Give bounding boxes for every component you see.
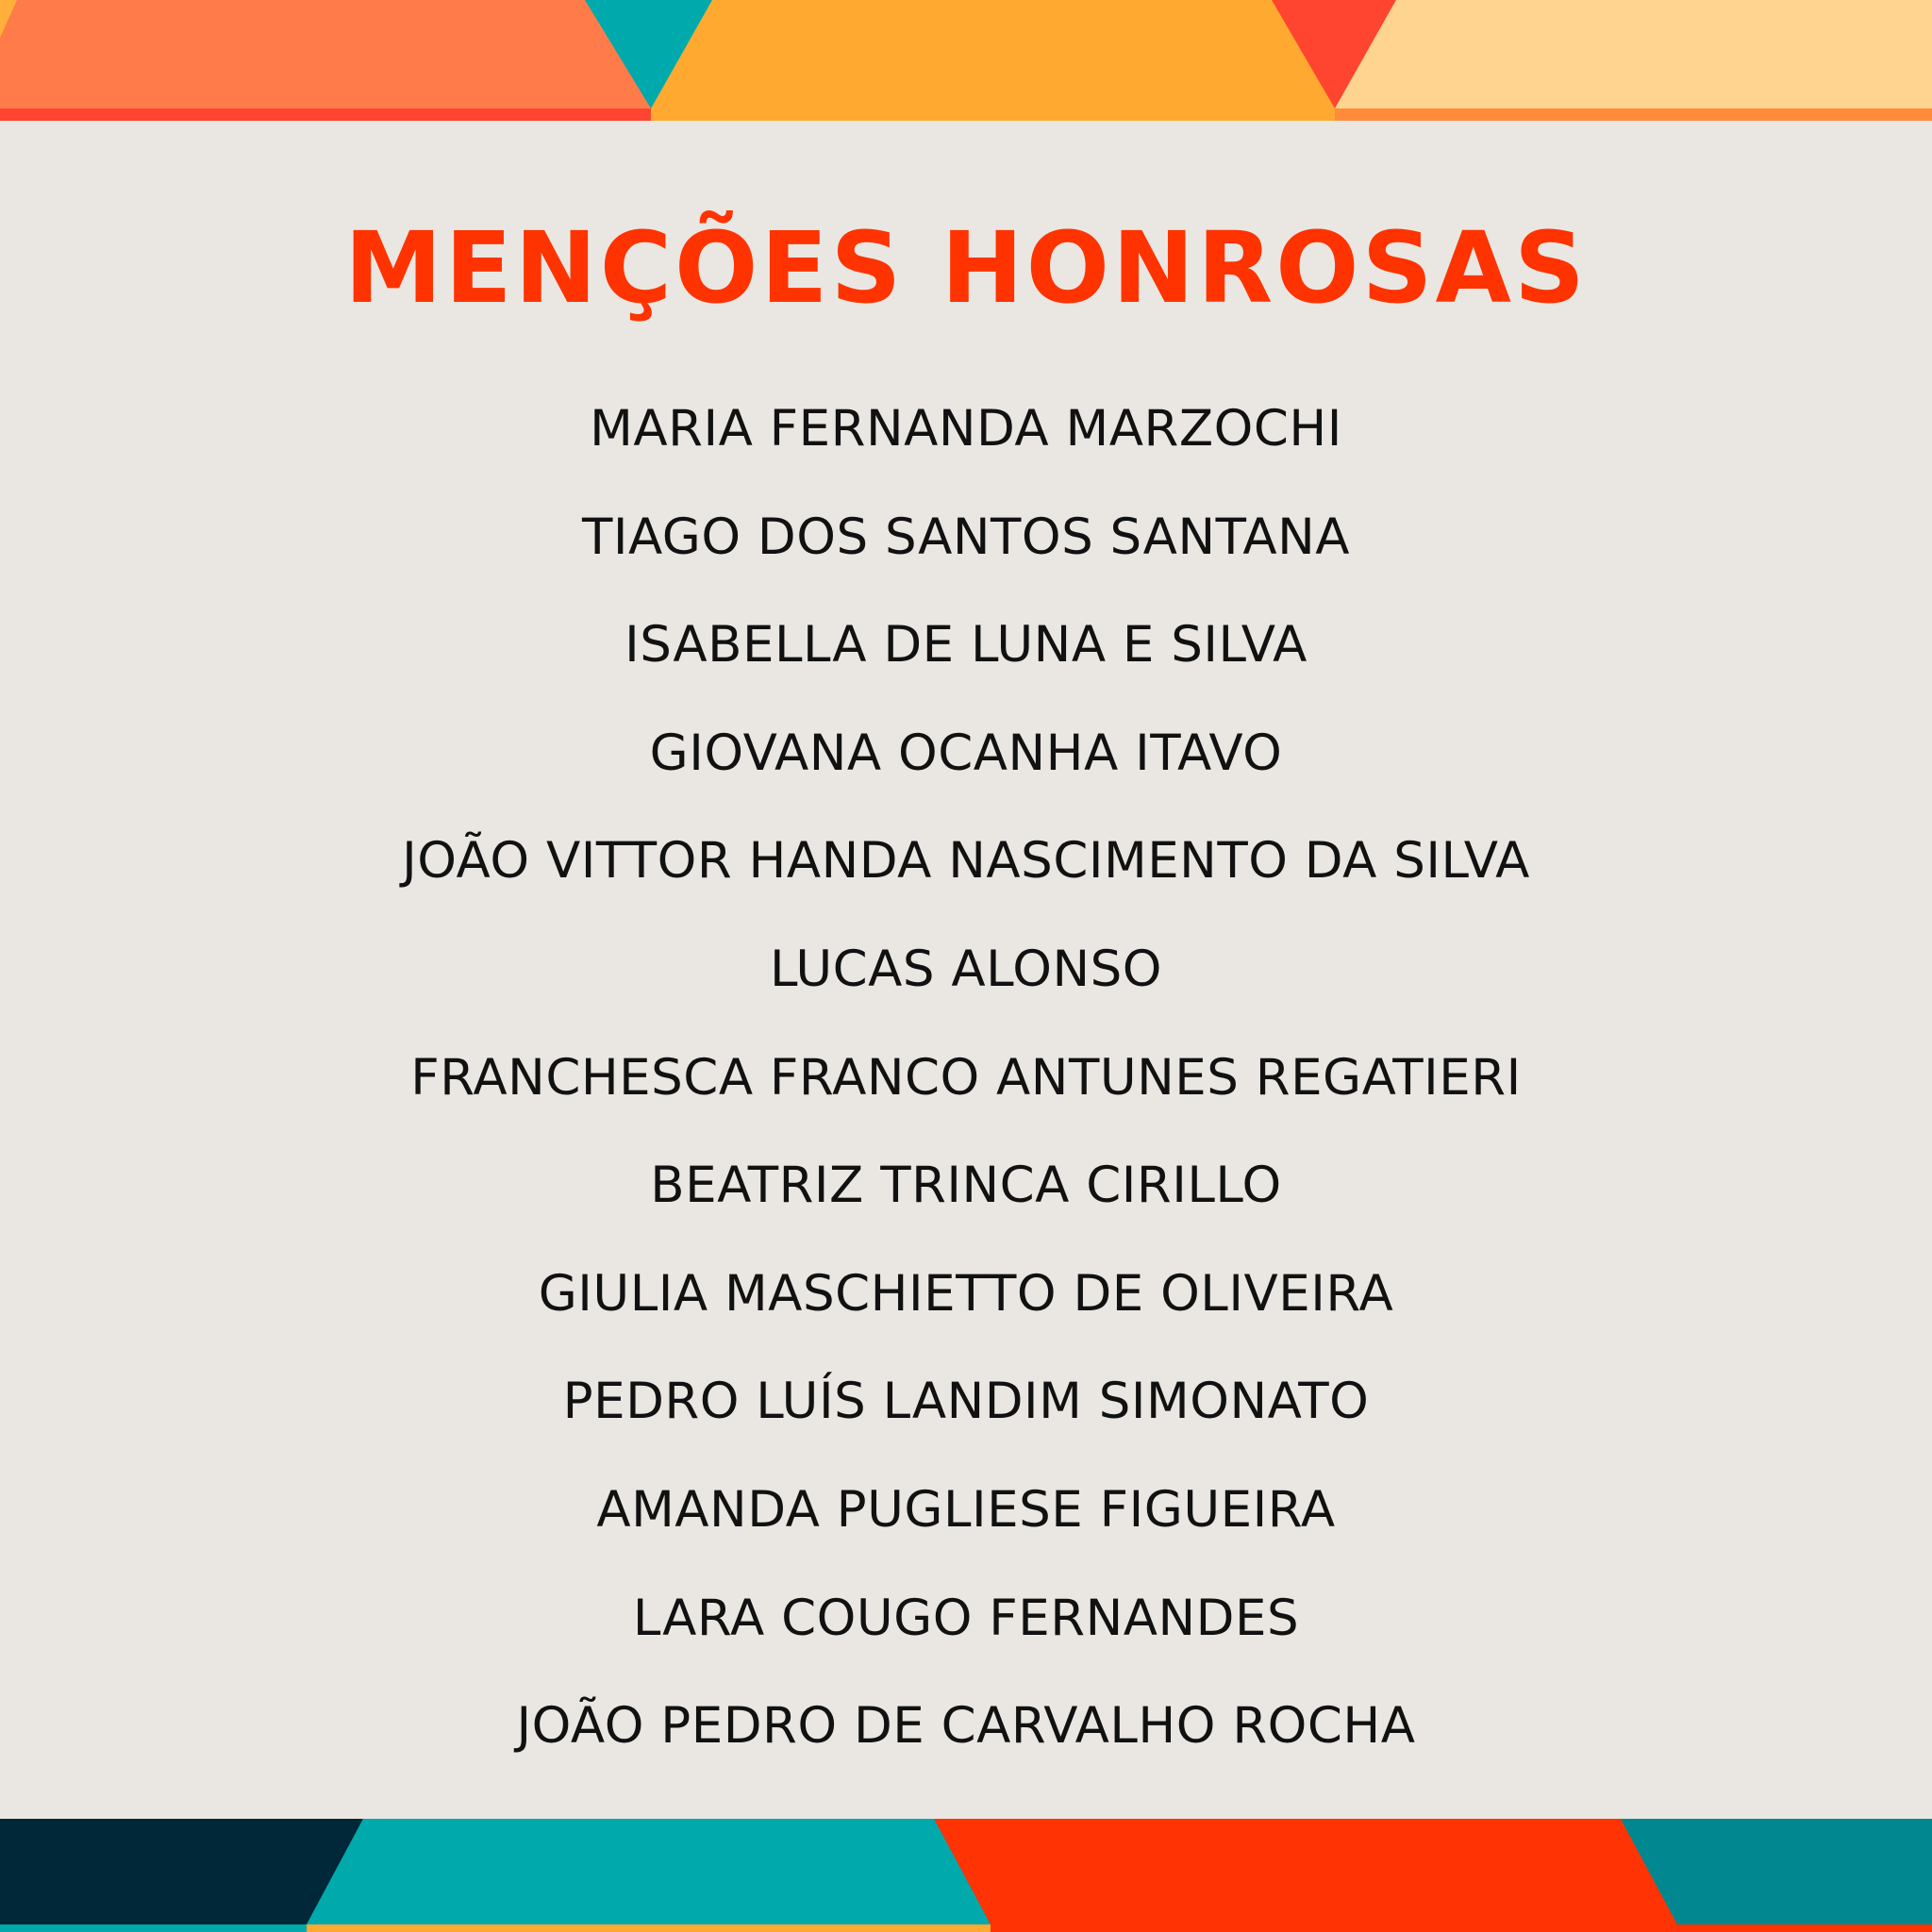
- honoree-name: FRANCHESCA FRANCO ANTUNES REGATIERI: [410, 1048, 1522, 1107]
- bottom-stripe-mid: [307, 1924, 991, 1932]
- honoree-name: TIAGO DOS SANTOS SANTANA: [581, 508, 1351, 566]
- top-decorative-band: [0, 0, 1932, 121]
- top-triangle-pattern: [0, 0, 1932, 121]
- honoree-name: JOÃO VITTOR HANDA NASCIMENTO DA SILVA: [402, 832, 1530, 891]
- bottom-triangle-pattern: [0, 1819, 1932, 1932]
- honoree-name: ISABELLA DE LUNA E SILVA: [625, 616, 1307, 675]
- coral-panel: [0, 0, 651, 108]
- honoree-name: AMANDA PUGLIESE FIGUEIRA: [596, 1480, 1336, 1539]
- honoree-name: LARA COUGO FERNANDES: [632, 1589, 1300, 1647]
- honoree-name: LUCAS ALONSO: [769, 940, 1163, 998]
- teal-panel: [307, 1819, 991, 1924]
- top-stripe-mid: [651, 108, 1335, 121]
- honoree-name: PEDRO LUÍS LANDIM SIMONATO: [562, 1373, 1370, 1431]
- page-title: MENÇÕES HONROSAS: [344, 210, 1588, 325]
- honoree-name: JOÃO PEDRO DE CARVALHO ROCHA: [516, 1697, 1416, 1756]
- navy-panel: [0, 1819, 363, 1924]
- peach-panel: [1335, 0, 1932, 108]
- honoree-name: MARIA FERNANDA MARZOCHI: [590, 400, 1342, 458]
- orange-red-panel: [934, 1819, 1677, 1924]
- honoree-list: [0, 389, 1932, 1794]
- honoree-name: BEATRIZ TRINCA CIRILLO: [650, 1157, 1282, 1215]
- top-stripe-left: [0, 108, 651, 121]
- honoree-name: GIULIA MASCHIETTO DE OLIVEIRA: [538, 1264, 1394, 1323]
- bottom-stripe-left: [0, 1924, 307, 1932]
- bottom-stripe-right: [991, 1924, 1932, 1932]
- top-stripe-right: [1335, 108, 1932, 121]
- bottom-decorative-band: [0, 1819, 1932, 1932]
- honoree-name: GIOVANA OCANHA ITAVO: [649, 724, 1283, 782]
